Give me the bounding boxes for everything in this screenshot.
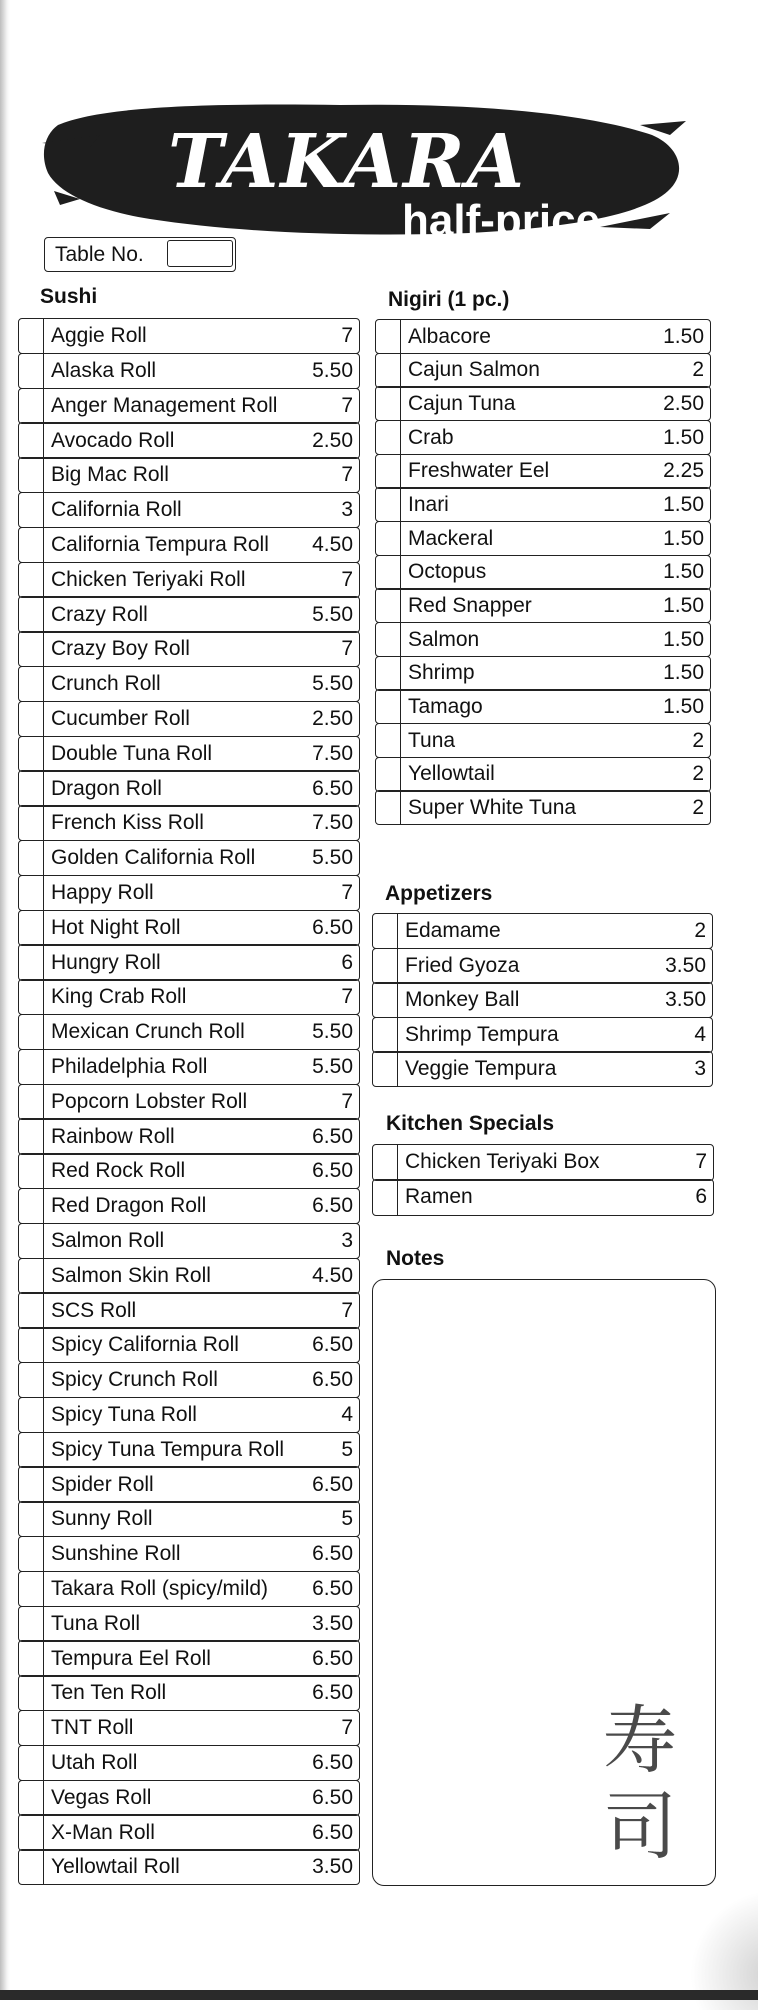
item-price: 7 [341,393,353,417]
quantity-box[interactable] [376,556,401,589]
tagline-text: half-price [402,196,601,245]
item-price: 6.50 [312,915,353,939]
item-price: 5.50 [312,602,353,626]
menu-item-row [372,1144,714,1181]
menu-item-row [18,1118,360,1154]
menu-item-row [375,319,711,354]
item-price: 5 [341,1437,353,1461]
quantity-box[interactable] [19,1676,44,1710]
quantity-box[interactable] [376,589,401,622]
item-name: Spider Roll [51,1472,154,1496]
item-name: Alaska Roll [51,358,157,382]
item-name: Tamago [408,694,483,718]
quantity-box[interactable] [19,980,44,1014]
quantity-box[interactable] [376,421,401,454]
quantity-box[interactable] [19,1433,44,1467]
item-name: Big Mac Roll [51,463,169,487]
quantity-box[interactable] [19,1502,44,1536]
quantity-box[interactable] [19,841,44,875]
appetizers-section-title: Appetizers [385,882,493,905]
item-name: King Crab Roll [51,985,187,1009]
item-name: Red Dragon Roll [51,1194,207,1218]
quantity-box[interactable] [19,1398,44,1432]
item-price: 1.50 [663,526,704,550]
item-name: Tempura Eel Roll [51,1646,211,1670]
item-price: 3 [341,1228,353,1252]
item-price: 7.50 [312,811,353,835]
menu-item-row [18,1049,360,1085]
quantity-box[interactable] [19,876,44,910]
item-price: 1.50 [663,492,704,516]
menu-item-row [375,723,711,758]
menu-item-row [18,1675,360,1711]
menu-item-row [375,790,711,825]
item-price: 1.50 [663,661,704,685]
menu-item-row [18,1606,360,1642]
item-price: 6.50 [312,1576,353,1600]
item-price: 5 [341,1507,353,1531]
quantity-box[interactable] [19,1572,44,1606]
quantity-box[interactable] [19,1050,44,1084]
item-price: 7 [341,880,353,904]
menu-item-row [18,1501,360,1537]
quantity-box[interactable] [19,389,44,423]
item-name: Tuna Roll [51,1611,141,1635]
quantity-box[interactable] [19,737,44,771]
menu-item-row [18,596,360,632]
brand-text: TAKARA [168,119,527,205]
item-price: 7 [341,1089,353,1113]
menu-item-row [372,1179,714,1216]
quantity-box[interactable] [19,1537,44,1571]
quantity-box[interactable] [376,690,401,723]
menu-item-row [18,1258,360,1294]
item-name: Cajun Salmon [408,358,540,382]
item-name: Ten Ten Roll [51,1681,167,1705]
menu-item-row [18,1397,360,1433]
menu-item-row [18,1814,360,1850]
item-name: Takara Roll (spicy/mild) [51,1576,269,1600]
item-price: 5.50 [312,672,353,696]
menu-item-row [18,1849,360,1885]
item-price: 2 [692,762,704,786]
item-name: Happy Roll [51,880,154,904]
item-name: Red Rock Roll [51,1159,186,1183]
menu-item-row [18,1014,360,1050]
quantity-box[interactable] [376,758,401,791]
quantity-box[interactable] [376,623,401,656]
item-name: Dragon Roll [51,776,162,800]
item-price: 2.25 [663,459,704,483]
item-name: Aggie Roll [51,324,147,348]
quantity-box[interactable] [19,1085,44,1119]
item-name: Vegas Roll [51,1785,152,1809]
menu-item-row [18,1153,360,1189]
sushi-calligraphy-seal [594,1692,686,1870]
item-price: 4 [341,1402,353,1426]
item-price: 6.50 [312,1472,353,1496]
item-name: Chicken Teriyaki Roll [51,567,246,591]
sushi-section-title: Sushi [40,285,98,308]
quantity-box[interactable] [19,597,44,631]
item-name: Freshwater Eel [408,459,550,483]
item-price: 6.50 [312,1542,353,1566]
menu-item-row [18,1223,360,1259]
menu-item-row [18,353,360,389]
quantity-box[interactable] [19,1015,44,1049]
item-price: 3 [341,498,353,522]
takara-logo [40,95,690,245]
item-name: Spicy Crunch Roll [51,1368,218,1392]
item-name: Crab [408,425,454,449]
item-name: Albacore [408,324,491,348]
kitchen-section-title: Kitchen Specials [386,1112,555,1135]
quantity-box[interactable] [376,455,401,488]
quantity-box[interactable] [373,914,398,948]
seal-text-2: 司 [603,1784,677,1870]
item-name: Double Tuna Roll [51,741,213,765]
quantity-box[interactable] [19,1781,44,1815]
item-name: California Tempura Roll [51,532,269,556]
item-name: Salmon [408,627,480,651]
quantity-box[interactable] [19,493,44,527]
item-name: Anger Management Roll [51,393,278,417]
item-price: 6.50 [312,1194,353,1218]
quantity-box[interactable] [373,949,398,983]
item-price: 2.50 [312,706,353,730]
item-name: Crazy Roll [51,602,148,626]
nigiri-list [375,319,711,824]
quantity-box[interactable] [19,1154,44,1188]
item-price: 1.50 [663,593,704,617]
item-price: 5.50 [312,1020,353,1044]
quantity-box[interactable] [19,911,44,945]
quantity-box[interactable] [19,354,44,388]
menu-item-row [18,770,360,806]
item-price: 6 [695,1185,707,1209]
menu-item-row [18,875,360,911]
item-name: Yellowtail Roll [51,1855,180,1879]
quantity-box[interactable] [19,771,44,805]
menu-item-row [18,805,360,841]
item-price: 6.50 [312,1785,353,1809]
quantity-box[interactable] [19,1607,44,1641]
quantity-box[interactable] [376,791,401,824]
table-number-label: Table No. [55,242,144,266]
item-price: 6 [341,950,353,974]
menu-item-row [18,944,360,980]
quantity-box[interactable] [19,702,44,736]
quantity-box[interactable] [376,387,401,420]
menu-item-row [18,1466,360,1502]
quantity-box[interactable] [19,806,44,840]
item-price: 1.50 [663,627,704,651]
page-bottom-edge [0,1990,758,2000]
item-price: 7 [341,637,353,661]
quantity-box[interactable] [19,1850,44,1884]
quantity-box[interactable] [19,1711,44,1745]
menu-item-row [375,757,711,792]
item-name: TNT Roll [51,1716,134,1740]
quantity-box[interactable] [19,1259,44,1293]
item-price: 6.50 [312,1124,353,1148]
item-name: Yellowtail [408,762,495,786]
item-price: 3.50 [312,1611,353,1635]
quantity-box[interactable] [376,320,401,353]
item-name: Spicy Tuna Tempura Roll [51,1437,285,1461]
item-price: 1.50 [663,560,704,584]
menu-item-row [18,1292,360,1328]
quantity-box[interactable] [19,1467,44,1501]
menu-item-row [375,588,711,623]
item-price: 1.50 [663,425,704,449]
item-price: 2 [692,358,704,382]
menu-item-row [18,1536,360,1572]
item-name: Ramen [405,1185,473,1209]
item-price: 3.50 [665,953,706,977]
menu-item-row [18,527,360,563]
menu-item-row [18,979,360,1015]
item-price: 2.50 [663,391,704,415]
item-name: Golden California Roll [51,846,256,870]
menu-item-row [18,562,360,598]
item-name: Rainbow Roll [51,1124,175,1148]
item-price: 5.50 [312,846,353,870]
item-price: 2 [692,795,704,819]
item-price: 2 [694,919,706,943]
item-price: 7 [341,324,353,348]
item-price: 7 [695,1150,707,1174]
item-name: Monkey Ball [405,988,520,1012]
quantity-box[interactable] [373,1180,398,1215]
menu-item-row [375,487,711,522]
item-price: 6.50 [312,776,353,800]
item-price: 6.50 [312,1368,353,1392]
sushi-list [18,318,360,1884]
item-name: Inari [408,492,449,516]
quantity-box[interactable] [19,1224,44,1258]
item-name: Super White Tuna [408,795,577,819]
menu-item-row [375,420,711,455]
seal-text-1: 寿 [603,1698,677,1784]
item-price: 4.50 [312,1263,353,1287]
item-price: 4.50 [312,532,353,556]
quantity-box[interactable] [19,1293,44,1327]
menu-item-row [372,948,713,984]
menu-item-row [18,1571,360,1607]
menu-item-row [375,454,711,489]
menu-item-row [18,388,360,424]
quantity-box[interactable] [19,423,44,457]
quantity-box[interactable] [19,1363,44,1397]
item-name: Hot Night Roll [51,915,181,939]
item-name: Philadelphia Roll [51,1054,208,1078]
menu-item-row [18,631,360,667]
table-number-input[interactable] [167,240,233,267]
menu-item-row [18,1640,360,1676]
item-price: 7.50 [312,741,353,765]
item-name: Fried Gyoza [405,953,520,977]
item-price: 2 [692,728,704,752]
notes-section-title: Notes [386,1247,445,1270]
item-price: 5.50 [312,1054,353,1078]
quantity-box[interactable] [373,1052,398,1086]
menu-item-row [18,318,360,354]
item-price: 7 [341,1298,353,1322]
item-price: 1.50 [663,694,704,718]
item-name: Octopus [408,560,487,584]
menu-item-row [372,913,713,949]
item-name: Popcorn Lobster Roll [51,1089,248,1113]
item-price: 7 [341,567,353,591]
item-price: 4 [694,1022,706,1046]
item-name: Shrimp Tempura [405,1022,559,1046]
item-name: Crunch Roll [51,672,161,696]
menu-item-row [18,1432,360,1468]
quantity-box[interactable] [19,1189,44,1223]
menu-item-row [375,353,711,388]
item-price: 6.50 [312,1681,353,1705]
item-name: Edamame [405,919,501,943]
menu-item-row [18,1710,360,1746]
quantity-box[interactable] [19,1119,44,1153]
item-price: 7 [341,463,353,487]
nigiri-section-title: Nigiri (1 pc.) [388,288,510,311]
menu-item-row [372,1051,713,1087]
quantity-box[interactable] [19,563,44,597]
menu-item-row [18,736,360,772]
table-number-field [44,237,236,272]
menu-item-row [18,910,360,946]
quantity-box[interactable] [19,1641,44,1675]
quantity-box[interactable] [376,522,401,555]
quantity-box[interactable] [376,354,401,387]
quantity-box[interactable] [373,983,398,1017]
item-price: 3.50 [665,988,706,1012]
menu-item-row [18,1188,360,1224]
menu-item-row [18,666,360,702]
menu-item-row [18,701,360,737]
item-name: Cucumber Roll [51,706,190,730]
kitchen-list [372,1144,714,1214]
item-price: 6.50 [312,1646,353,1670]
item-name: Salmon Roll [51,1228,165,1252]
item-price: 3.50 [312,1855,353,1879]
menu-item-row [18,1362,360,1398]
item-name: Chicken Teriyaki Box [405,1150,600,1174]
item-name: Hungry Roll [51,950,161,974]
quantity-box[interactable] [19,319,44,353]
item-price: 7 [341,985,353,1009]
menu-item-row [375,622,711,657]
item-price: 6.50 [312,1750,353,1774]
item-name: Spicy Tuna Roll [51,1402,197,1426]
item-price: 6.50 [312,1333,353,1357]
quantity-box[interactable] [19,945,44,979]
menu-item-row [18,1084,360,1120]
menu-item-row [375,656,711,691]
menu-item-row [18,422,360,458]
item-price: 2.50 [312,428,353,452]
quantity-box[interactable] [19,1815,44,1849]
menu-item-row [18,1327,360,1363]
item-name: Avocado Roll [51,428,175,452]
item-name: French Kiss Roll [51,811,204,835]
quantity-box[interactable] [376,657,401,690]
item-name: Mackeral [408,526,494,550]
menu-item-row [375,386,711,421]
item-name: Veggie Tempura [405,1057,557,1081]
item-price: 1.50 [663,324,704,348]
item-name: Shrimp [408,661,475,685]
item-name: Crazy Boy Roll [51,637,190,661]
menu-item-row [18,1745,360,1781]
menu-item-row [372,982,713,1018]
menu-item-row [375,689,711,724]
item-name: X-Man Roll [51,1820,155,1844]
item-price: 7 [341,1716,353,1740]
item-price: 3 [694,1057,706,1081]
quantity-box[interactable] [19,528,44,562]
menu-item-row [18,840,360,876]
item-name: Tuna [408,728,456,752]
item-name: Red Snapper [408,593,532,617]
item-name: Sunny Roll [51,1507,153,1531]
page-shadow [0,0,10,2000]
quantity-box[interactable] [373,1018,398,1052]
item-name: Spicy California Roll [51,1333,239,1357]
item-name: Utah Roll [51,1750,138,1774]
quantity-box[interactable] [19,1328,44,1362]
menu-item-row [375,521,711,556]
menu-item-row [18,457,360,493]
item-name: Salmon Skin Roll [51,1263,211,1287]
menu-item-row [18,492,360,528]
quantity-box[interactable] [19,632,44,666]
quantity-box[interactable] [376,724,401,757]
quantity-box[interactable] [19,458,44,492]
item-price: 6.50 [312,1159,353,1183]
quantity-box[interactable] [19,1746,44,1780]
item-name: Cajun Tuna [408,391,516,415]
item-name: California Roll [51,498,182,522]
appetizers-list [372,913,713,1086]
quantity-box[interactable] [376,488,401,521]
quantity-box[interactable] [19,667,44,701]
quantity-box[interactable] [373,1145,398,1180]
menu-item-row [372,1017,713,1053]
item-name: Mexican Crunch Roll [51,1020,245,1044]
item-name: Sunshine Roll [51,1542,181,1566]
item-price: 6.50 [312,1820,353,1844]
menu-item-row [18,1780,360,1816]
menu-item-row [375,555,711,590]
item-name: SCS Roll [51,1298,137,1322]
item-price: 5.50 [312,358,353,382]
